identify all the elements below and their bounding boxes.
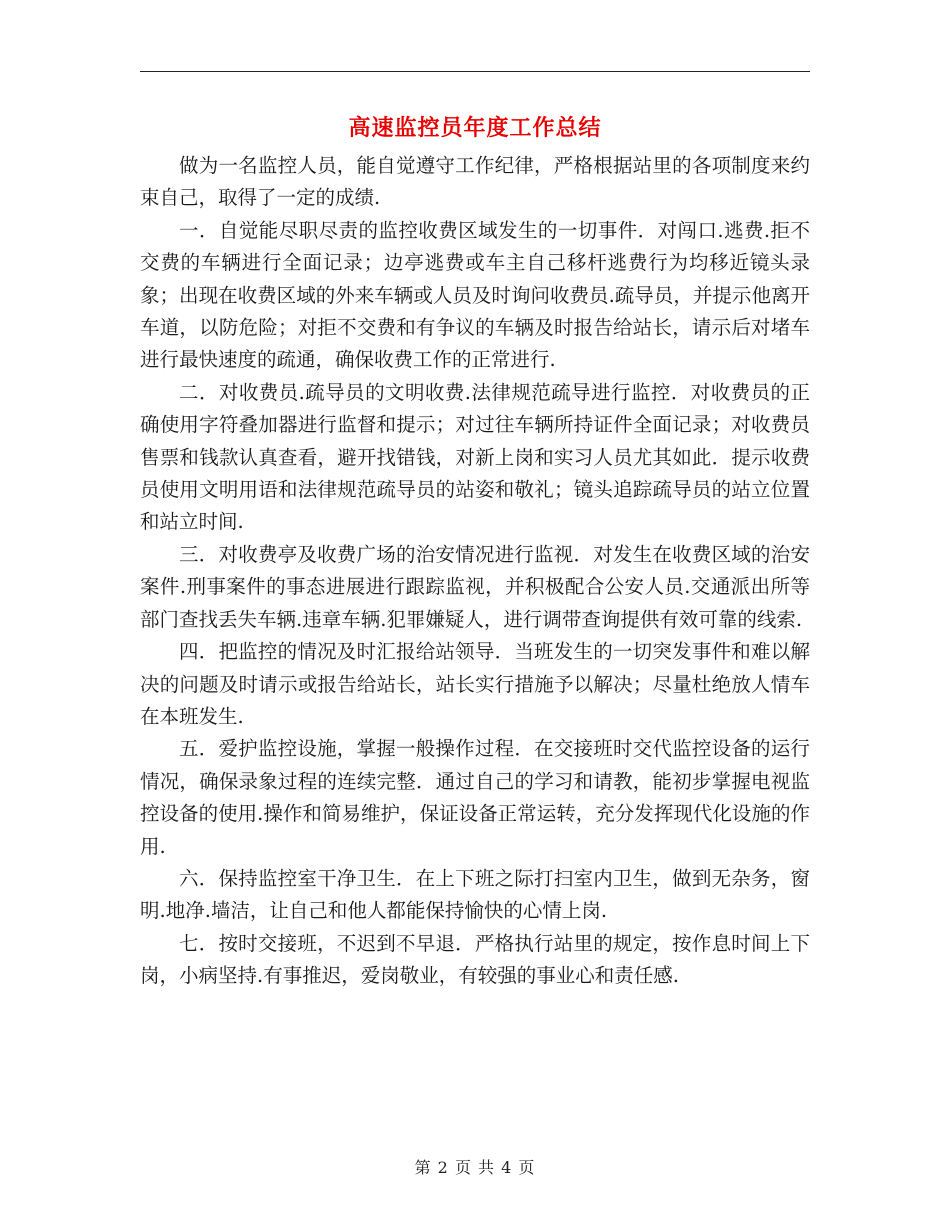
paragraph-2: 二．对收费员.疏导员的文明收费.法律规范疏导进行监控．对收费员的正确使用字符叠加器进行监督和提示；对过往车辆所持证件全面记录；对收费员售票和钱款认真查看，避开找错钱，对新上岗和实习人员尤其如此．提示收费员使用文明用语和法律规范疏导员的站姿和敬礼；镜头追踪疏导员的站立位置和站立时间. — [140, 380, 810, 534]
paragraph-3: 三．对收费亭及收费广场的治安情况进行监视．对发生在收费区域的治安案件.刑事案件的事态进展进行跟踪监视，并积极配合公安人员.交通派出所等部门查找丢失车辆.违章车辆.犯罪嫌疑人，进行调带查询提供有效可靠的线索. — [140, 542, 810, 631]
header-rule — [140, 71, 810, 72]
paragraph-intro: 做为一名监控人员，能自觉遵守工作纪律，严格根据站里的各项制度来约束自己，取得了一定的成绩. — [140, 154, 810, 210]
paragraph-1: 一．自觉能尽职尽责的监控收费区域发生的一切事件．对闯口.逃费.拒不交费的车辆进行全面记录；边亭逃费或车主自己移杆逃费行为均移近镜头录象；出现在收费区域的外来车辆或人员及时询问收费员.疏导员，并提示他离开车道，以防危险；对拒不交费和有争议的车辆及时报告给站长，请示后对堵车进行最快速度的疏通，确保收费工作的正常进行. — [140, 218, 810, 372]
document-body — [140, 150, 810, 993]
document-title: 高速监控员年度工作总结 — [348, 115, 602, 141]
paragraph-4: 四．把监控的情况及时汇报给站领导．当班发生的一切突发事件和难以解决的问题及时请示或报告给站长，站长实行措施予以解决；尽量杜绝放人情车在本班发生. — [140, 640, 810, 728]
paragraph-6: 六．保持监控室干净卫生．在上下班之际打扫室内卫生，做到无杂务，窗明.地净.墙洁，让自己和他人都能保持愉快的心情上岗. — [140, 866, 810, 923]
paragraph-5: 五．爱护监控设施，掌握一般操作过程．在交接班时交代监控设备的运行情况，确保录象过程的连续完整．通过自己的学习和请教，能初步掌握电视监控设备的使用.操作和简易维护，保证设备正常运转，充分发挥现代化设施的作用. — [140, 737, 810, 858]
page-number-footer: 第 2 页 共 4 页 — [414, 1158, 536, 1177]
paragraph-7: 七．按时交接班，不迟到不早退．严格执行站里的规定，按作息时间上下岗，小病坚持.有事推迟，爱岗敬业，有较强的事业心和责任感. — [140, 931, 810, 988]
